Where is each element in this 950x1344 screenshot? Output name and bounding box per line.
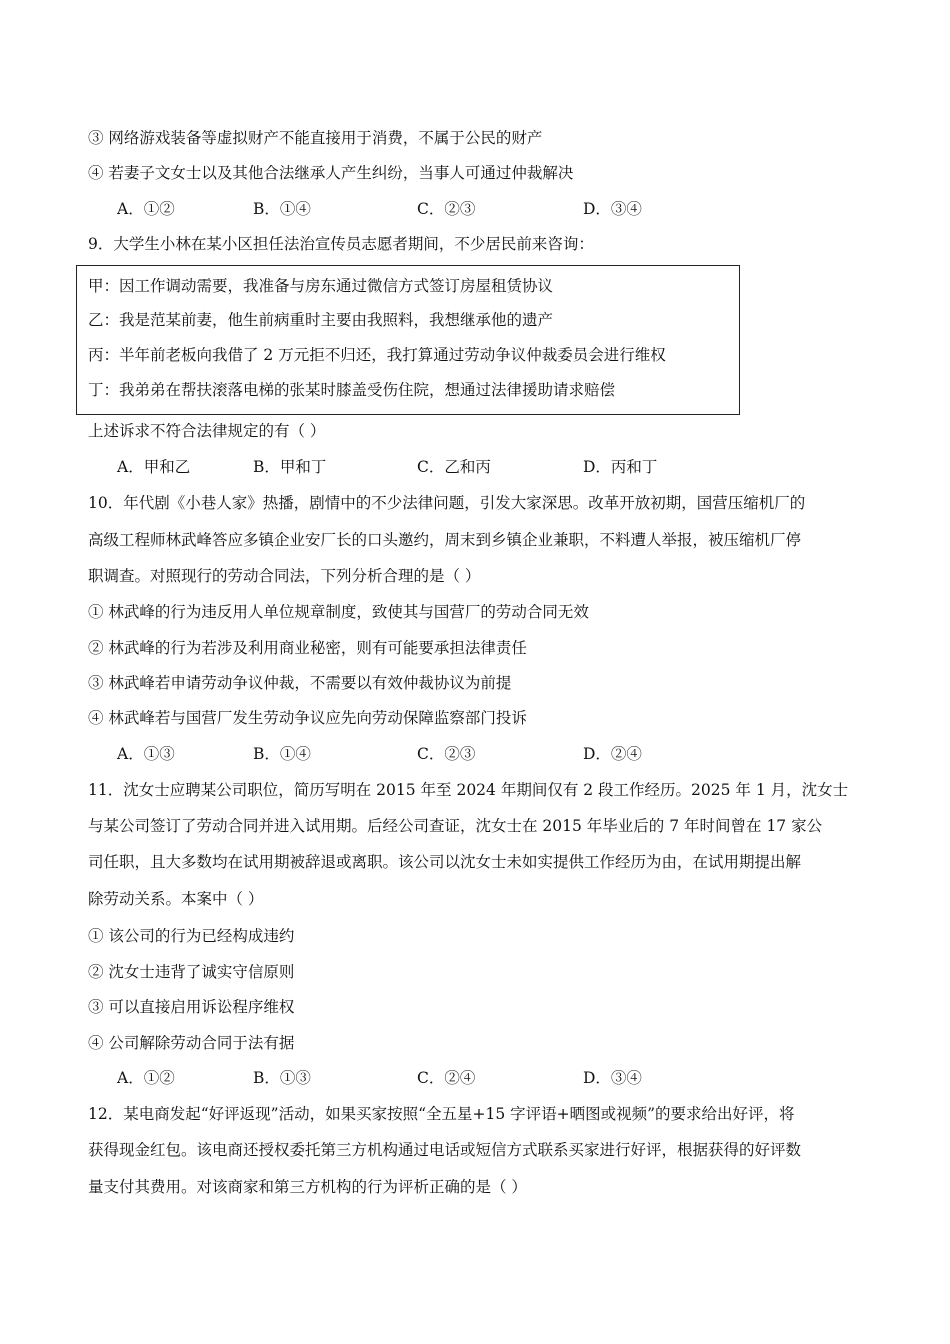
q11-stem-line-3: 司任职，且大多数均在试用期被辞退或离职。该公司以沈女士未如实提供工作经历为由，在试用期提出解 [88,853,802,871]
q9-choice-b[interactable]: B．甲和丁 [253,458,327,476]
q9-choice-c[interactable]: C．乙和丙 [417,458,491,476]
q12-stem-line-3: 量支付其费用。对该商家和第三方机构的行为评析正确的是（ ） [88,1178,527,1196]
q12-stem-line-2: 获得现金红包。该电商还授权委托第三方机构通过电话或短信方式联系买家进行好评，根据获得的好评数 [88,1141,802,1159]
q9-question: 上述诉求不符合法律规定的有（ ） [88,422,326,440]
q9-consult-box [76,265,740,415]
q11-option-4: ④ 公司解除劳动合同于法有据 [88,1034,295,1052]
q10-choice-c[interactable]: C．②③ [417,745,476,763]
q10-choice-b[interactable]: B．①④ [253,745,311,763]
q10-option-3: ③ 林武峰若申请劳动争议仲裁，不需要以有效仲裁协议为前提 [88,674,512,692]
q9-box-line-bing: 丙：半年前老板向我借了 2 万元拒不归还，我打算通过劳动争议仲裁委员会进行维权 [88,346,666,364]
q10-stem-line-3: 职调查。对照现行的劳动合同法，下列分析合理的是（ ） [88,567,481,585]
q11-stem-line-1: 11．沈女士应聘某公司职位，简历写明在 2015 年至 2024 年期间仅有 2 段工作经历。2025 年 1 月，沈女士 [88,781,849,799]
q8-choice-a[interactable]: A．①② [117,200,175,218]
q9-box-line-ding: 丁：我弟弟在帮扶滚落电梯的张某时膝盖受伤住院，想通过法律援助请求赔偿 [88,381,616,399]
q11-choice-c[interactable]: C．②④ [417,1069,476,1087]
q11-stem-line-4: 除劳动关系。本案中（ ） [88,890,264,908]
q10-option-1: ① 林武峰的行为违反用人单位规章制度，致使其与国营厂的劳动合同无效 [88,603,589,621]
q11-stem-line-2: 与某公司签订了劳动合同并进入试用期。后经公司查证，沈女士在 2015 年毕业后的 7 年时间曾在 17 家公 [88,817,823,835]
q11-option-1: ① 该公司的行为已经构成违约 [88,927,295,945]
q10-stem-line-1: 10．年代剧《小巷人家》热播，剧情中的不少法律问题，引发大家深思。改革开放初期，国营压缩机厂的 [88,494,806,512]
q8-choice-d[interactable]: D．③④ [583,200,642,218]
q11-choice-d[interactable]: D．③④ [583,1069,642,1087]
q10-choice-a[interactable]: A．①③ [117,745,175,763]
q10-option-4: ④ 林武峰若与国营厂发生劳动争议应先向劳动保障监察部门投诉 [88,709,527,727]
q9-stem: 9．大学生小林在某小区担任法治宣传员志愿者期间，不少居民前来咨询： [88,235,594,253]
q9-box-line-yi: 乙：我是范某前妻，他生前病重时主要由我照料，我想继承他的遗产 [88,311,554,329]
q8-option-4: ④ 若妻子文女士以及其他合法继承人产生纠纷，当事人可通过仲裁解决 [88,164,574,182]
q10-stem-line-2: 高级工程师林武峰答应多镇企业安厂长的口头邀约，周末到乡镇企业兼职，不料遭人举报，被压缩机厂停 [88,531,802,549]
q11-option-3: ③ 可以直接启用诉讼程序维权 [88,998,295,1016]
q10-option-2: ② 林武峰的行为若涉及利用商业秘密，则有可能要承担法律责任 [88,639,527,657]
q11-choice-a[interactable]: A．①② [117,1069,175,1087]
q8-choice-c[interactable]: C．②③ [417,200,476,218]
q10-choice-d[interactable]: D．②④ [583,745,642,763]
q11-choice-b[interactable]: B．①③ [253,1069,311,1087]
q8-option-3: ③ 网络游戏装备等虚拟财产不能直接用于消费，不属于公民的财产 [88,129,543,147]
q12-stem-line-1: 12．某电商发起“好评返现”活动，如果买家按照“全五星+15 字评语+晒图或视频”的要求给出好评，将 [88,1105,795,1123]
q9-box-line-jia: 甲：因工作调动需要，我准备与房东通过微信方式签订房屋租赁协议 [88,277,554,295]
q11-option-2: ② 沈女士违背了诚实守信原则 [88,963,295,981]
q8-choice-b[interactable]: B．①④ [253,200,311,218]
q9-choice-d[interactable]: D．丙和丁 [583,458,658,476]
q9-choice-a[interactable]: A．甲和乙 [117,458,191,476]
